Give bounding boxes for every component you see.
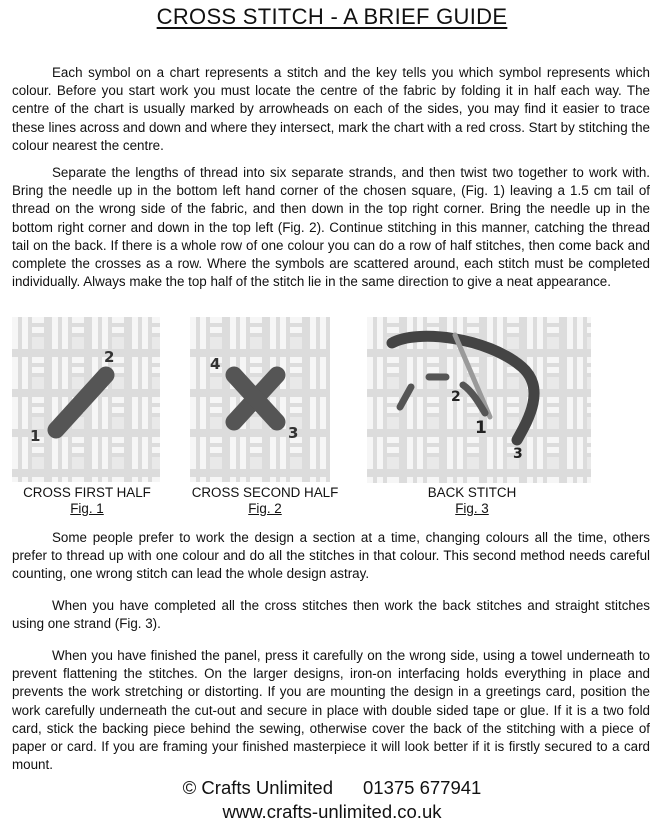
figure-back-stitch xyxy=(367,317,591,483)
caption-fig3 xyxy=(395,485,549,517)
fig2-label-start: 4 xyxy=(210,355,221,373)
fabric-grid-fig2 xyxy=(190,317,330,482)
finishing-paragraph: When you have finished the panel, press it carefully on the wrong side, using a towel underneath to prevent flattening the stitches. On the larger designs, iron-on interfacing holds everything in place and prevents the work stretching or distorting. If you are mounting the design in a greetings card, position the work carefully underneath the cut-out and secure in place with double sided tape or glue. If it is a two fold card, stick the backing piece behind the sewing, otherwise cover the back of the stitching with a piece of paper or card. If you are framing your finished masterpiece it will look better if it is firstly secured to a card mount. xyxy=(12,648,650,773)
intro-paragraph: Each symbol on a chart represents a stitch and the key tells you which symbol represents which colour. Before you start work you must locate the centre of the fabric by folding it in half each way. The centre of the chart is usually marked by arrowheads on each of the sides, you may find it easier to trace these lines across and down and where they intersect, mark the chart with a red cross. Start by stitching the colour nearest the centre. xyxy=(12,65,650,153)
caption-fig1 xyxy=(8,485,166,517)
fig3-label-b: 1 xyxy=(475,418,487,438)
caption-title: BACK STITCH xyxy=(427,485,517,500)
figure-reference: Fig. 1 xyxy=(70,501,104,516)
copyright: © Crafts Unlimited xyxy=(182,777,334,798)
website-link[interactable]: www.crafts-unlimited.co.uk xyxy=(222,801,442,822)
caption-title: CROSS SECOND HALF xyxy=(191,485,339,500)
fig3-label-a: 2 xyxy=(451,389,461,405)
phone-number: 01375 677941 xyxy=(363,777,482,798)
fig3-label-c: 3 xyxy=(513,446,523,462)
figure-cross-second-half xyxy=(190,317,330,482)
fig1-label-end: 2 xyxy=(104,348,115,366)
back-stitch-paragraph: When you have completed all the cross stitches then work the back stitches and straight stitches using one strand (Fig. 3). xyxy=(12,598,650,632)
stitching-paragraph: Separate the lengths of thread into six separate strands, and then twist two together to work with. Bring the needle up in the bottom left hand corner of the chosen square, (Fig. 1) leaving a 1.5 cm tail of thread on the wrong side of the fabric, and then down in the top right corner. Bring the needle up in the bottom right corner and down in the top left (Fig. 2). Continue stitching in this manner, catching the thread tail on the back. If there is a whole row of one colour you can do a row of half stitches, then come back and complete the crosses as a row. Where the symbols are scattered around, each stitch must be completed individually. Always make the top half of the stitch lie in the same direction to give a neat appearance. xyxy=(12,165,650,290)
fig2-label-end: 3 xyxy=(288,424,299,442)
figure-reference: Fig. 2 xyxy=(248,501,282,516)
figure-cross-first-half xyxy=(12,317,160,482)
fabric-grid-fig1 xyxy=(12,317,160,482)
page-title: CROSS STITCH - A BRIEF GUIDE xyxy=(156,4,508,29)
fig1-label-start: 1 xyxy=(30,427,41,445)
figure-reference: Fig. 3 xyxy=(455,501,489,516)
footer-contact xyxy=(0,777,664,799)
caption-fig2 xyxy=(177,485,353,517)
method-paragraph: Some people prefer to work the design a section at a time, changing colours all the time, others prefer to thread up with one colour and do all the stitches in that colour. This second method needs careful counting, one wrong stitch can lead the whole design astray. xyxy=(12,530,650,582)
caption-title: CROSS FIRST HALF xyxy=(23,485,151,500)
fabric-grid-fig3 xyxy=(367,317,591,483)
